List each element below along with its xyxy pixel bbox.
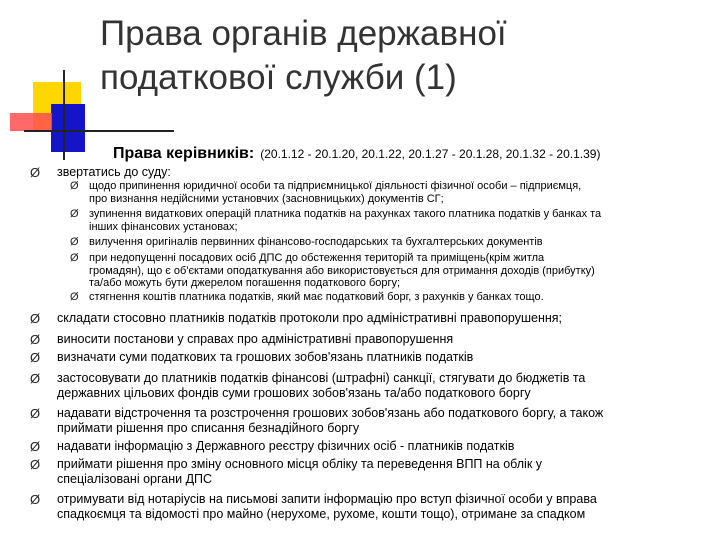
sub-item: [89, 208, 601, 233]
main-item-court: звертатись до суду:: [57, 165, 171, 179]
subtitle-bold: Права керівників:: [113, 145, 255, 162]
main-item: [57, 311, 562, 326]
slide-title-line-1: Права органів державної: [100, 14, 507, 53]
main-item-line: складати стосовно платників податків протоколи про адміністративні правопорушення;: [57, 311, 563, 325]
bullet-arrow-icon: Ø: [30, 332, 41, 347]
sub-item-line: та/або можуть бути джерелом погашення податкового боргу;: [89, 277, 401, 289]
sub-item-line: при недопущенні посадових осіб ДПС до обстеження територій та приміщень(крім житла: [89, 252, 545, 264]
main-item: [57, 457, 542, 486]
slide-title-line-2: податкової служби (1): [100, 58, 457, 97]
bullet-arrow-icon: Ø: [30, 457, 41, 472]
main-item-line: спадкоємця та відомості про майно (нерухоме, рухоме, кошти тощо), отримане за спадком: [57, 506, 586, 521]
main-item-line: визначати суми податкових та грошових зобов'язань платників податків: [57, 350, 474, 364]
main-item-line: надавати відстрочення та розстрочення грошових зобов'язань або податкового боргу, а також: [57, 406, 604, 420]
sub-bullet-arrow-icon: Ø: [70, 291, 79, 303]
sub-item: [89, 252, 595, 290]
main-item: [57, 439, 514, 454]
sub-bullet-arrow-icon: Ø: [70, 236, 79, 248]
sub-item-line: стягнення коштів платника податків, який має податковий борг, з рахунків у банках тощо.: [89, 291, 544, 303]
main-item-line: отримувати від нотаріусів на письмові запити інформацію про вступ фізичної особи у вправа: [57, 492, 597, 506]
main-item-line: спеціалізовані органи ДПС: [57, 471, 213, 486]
main-item: [57, 350, 473, 365]
bullet-arrow-icon: Ø: [30, 439, 41, 454]
main-item: [57, 492, 597, 521]
sub-item-line: щодо припинення юридичної особи та підприємницької діяльності фізичної особи – підприємця,: [89, 180, 582, 192]
sub-bullet-arrow-icon: Ø: [70, 180, 79, 192]
main-item: [57, 406, 603, 435]
bullet-arrow-icon: Ø: [30, 165, 41, 180]
bullet-arrow-icon: Ø: [30, 311, 41, 326]
sub-item-line: вилучення оригіналів первинних фінансово-господарських та бухгалтерських документів: [89, 236, 543, 248]
bullet-arrow-icon: Ø: [30, 492, 41, 507]
subtitle-articles: (20.1.12 - 20.1.20, 20.1.22, 20.1.27 - 20.1.28, 20.1.32 - 20.1.39): [260, 147, 601, 161]
main-item-line: приймати рішення про списання безнадійного боргу: [57, 420, 360, 435]
main-item-line: застосовувати до платників податків фінансові (штрафні) санкції, стягувати до бюджетів та: [57, 371, 586, 385]
sub-bullet-arrow-icon: Ø: [70, 208, 79, 220]
sub-item-line: зупинення видаткових операцій платника податків на рахунках такого платника податків у банках та: [89, 208, 602, 220]
subtitle: [113, 145, 600, 163]
main-item-line: приймати рішення про зміну основного місця обліку та переведення ВПП на облік у: [57, 457, 543, 471]
sub-item: [89, 291, 544, 304]
main-item-line: державних цільових фондів суми грошових зобов'язань та/або податкового боргу: [57, 385, 531, 400]
decorative-horizontal-line: [24, 130, 174, 132]
decorative-blue-square: [51, 104, 85, 152]
sub-item-line: інших фінансових установах;: [89, 220, 238, 233]
sub-item: [89, 236, 543, 249]
sub-item-line: про визнання недійсними установчих (засновницьких) документів СГ;: [89, 192, 444, 205]
main-item-line: надавати інформацію з Державного реєстру фізичних осіб - платників податків: [57, 439, 515, 453]
sub-bullet-arrow-icon: Ø: [70, 252, 79, 264]
decorative-red-bar: [10, 113, 52, 131]
bullet-arrow-icon: Ø: [30, 406, 41, 421]
bullet-arrow-icon: Ø: [30, 350, 41, 365]
sub-item: [89, 180, 581, 205]
sub-item-line: громадян), що є об'єктами оподаткування або використовується для отримання доходів (прибутку): [89, 264, 595, 277]
decorative-vertical-line: [63, 70, 65, 160]
main-item: [57, 371, 585, 400]
bullet-arrow-icon: Ø: [30, 371, 41, 386]
main-item: [57, 332, 453, 347]
main-item-line: виносити постанови у справах про адміністративні правопорушення: [57, 332, 454, 346]
